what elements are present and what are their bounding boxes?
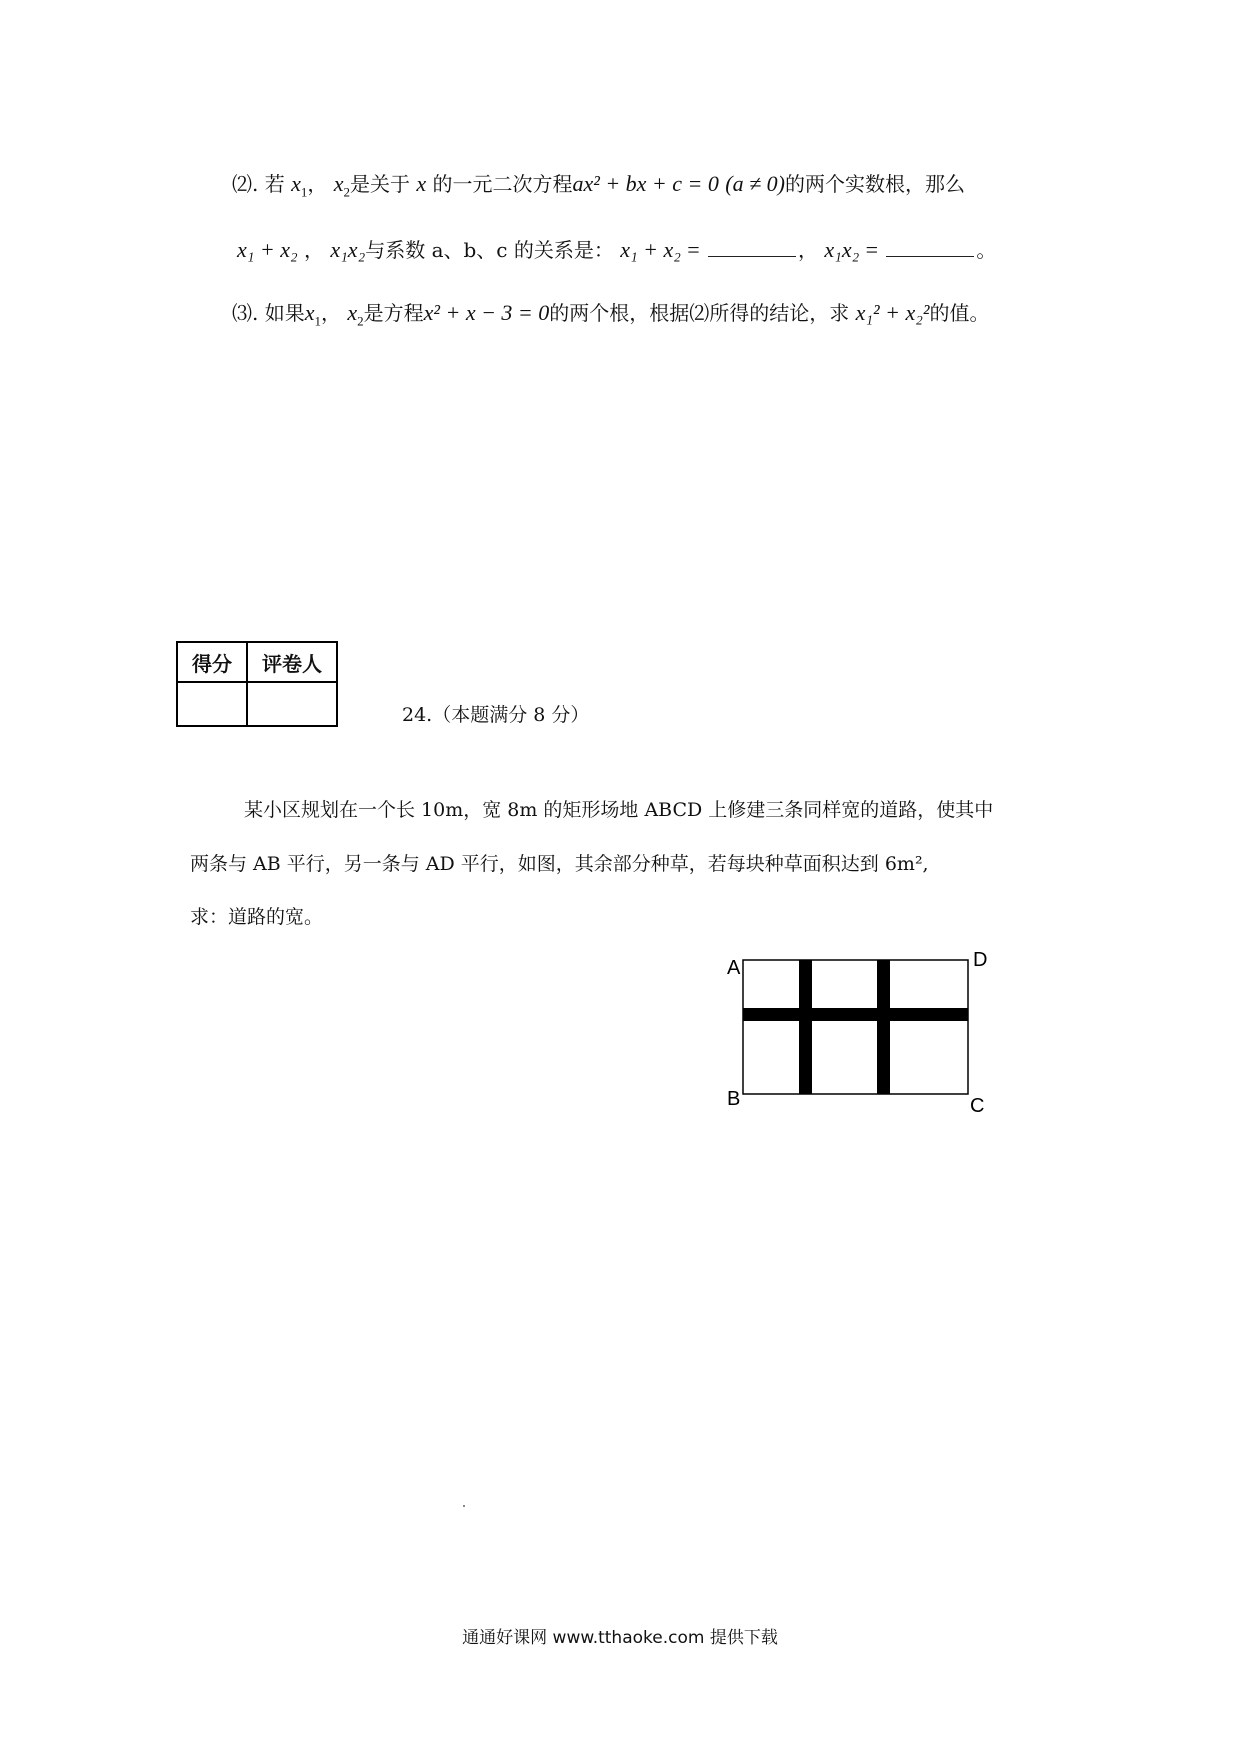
relation-text: 与系数 a、b、c 的关系是： — [365, 238, 614, 262]
equals-sign: = — [865, 237, 879, 262]
comma: ， — [304, 238, 325, 262]
q24-line1: 某小区规划在一个长 10m，宽 8m 的矩形场地 ABCD 上修建三条同样宽的道路，使其中 — [244, 799, 994, 821]
grader-cell[interactable] — [247, 682, 337, 726]
road-horizontal — [743, 1008, 968, 1021]
comma: ， — [320, 301, 341, 325]
road-vertical-left — [799, 960, 812, 1094]
q2-line1 — [232, 170, 965, 206]
q3-rest: 的两个根，根据⑵所得的结论，求 — [549, 301, 850, 325]
comma: ， — [307, 172, 328, 196]
x1-symbol: $x_1$ — [291, 171, 308, 200]
equals-sign: = — [687, 237, 700, 262]
footer-text: 通通好课网 www.tthaoke.com 提供下载 — [462, 1628, 778, 1648]
x2-symbol: $x_2$ — [347, 300, 364, 329]
score-table — [176, 641, 338, 727]
label-d: D — [973, 949, 988, 971]
q3-line — [232, 299, 990, 335]
score-cell[interactable] — [177, 682, 247, 726]
field-rectangle — [743, 960, 968, 1094]
x-variable: x — [416, 171, 427, 196]
score-header: 得分 — [177, 642, 247, 682]
label-b: B — [727, 1088, 741, 1110]
x2-symbol: $x_2$ — [333, 171, 350, 200]
q24-line3: 求：道路的宽。 — [190, 906, 324, 928]
q3-intro: 如果 — [264, 301, 305, 325]
product-answer-blank[interactable] — [886, 240, 974, 257]
stray-dot — [463, 1505, 465, 1507]
separator: ， — [798, 238, 819, 262]
q2-of-quadratic: 的一元二次方程 — [432, 172, 573, 196]
q3-equation: x² + x − 3 = 0 — [423, 300, 550, 325]
q2-marker: ⑵. — [232, 172, 259, 196]
prod-expr: x₁x₂ — [330, 237, 366, 262]
prod-expr-answer: x₁x₂ — [824, 237, 860, 262]
road-vertical-right — [877, 960, 890, 1094]
sum-expr: x₁ + x₂ — [237, 237, 298, 262]
field-diagram — [720, 942, 990, 1117]
q2-equation: ax² + bx + c = 0 — [572, 171, 719, 196]
q24-line2: 两条与 AB 平行，另一条与 AD 平行，如图，其余部分种草，若每块种草面积达到 6m², — [190, 853, 929, 875]
label-a: A — [727, 957, 741, 979]
q24-heading: 24.（本题满分 8 分） — [402, 704, 590, 726]
grader-header: 评卷人 — [247, 642, 337, 682]
q2-condition: (a ≠ 0) — [725, 171, 785, 196]
q2-guanyu: 是关于 — [349, 172, 410, 196]
period: 。 — [976, 238, 997, 262]
q3-tail: 的值。 — [929, 301, 990, 325]
q3-marker: ⑶. — [232, 301, 259, 325]
q2-two-roots: 的两个实数根，那么 — [784, 172, 965, 196]
label-c: C — [970, 1095, 985, 1117]
q2-intro: 若 — [264, 172, 285, 196]
sum-expr-answer: x₁ + x₂ — [620, 237, 681, 262]
q3-is-equation: 是方程 — [363, 301, 424, 325]
sum-answer-blank[interactable] — [708, 240, 796, 257]
x1-symbol: $x_1$ — [304, 300, 321, 329]
q3-target: x₁² + x₂² — [855, 300, 930, 325]
q2-line2 — [237, 236, 996, 264]
